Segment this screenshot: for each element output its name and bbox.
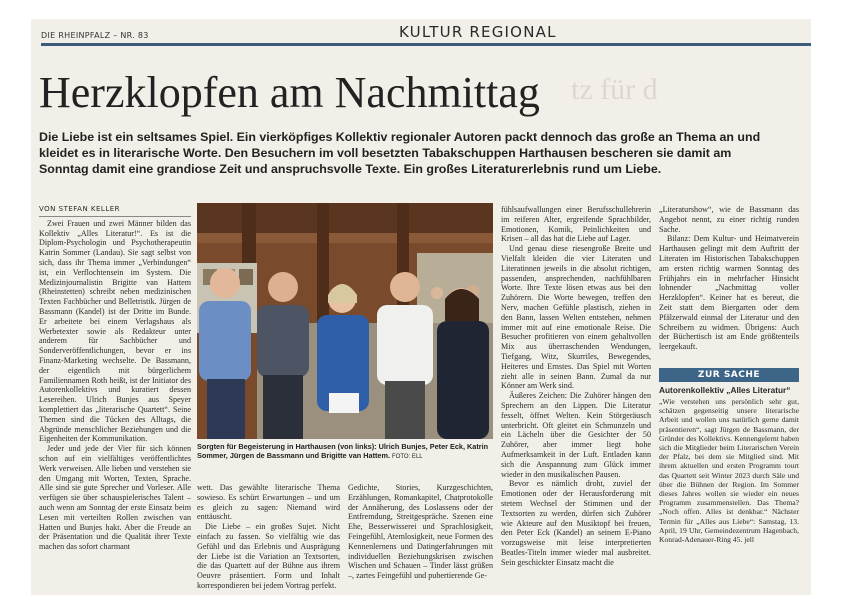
- info-box-title: Autorenkollektiv „Alles Literatur“: [659, 385, 791, 395]
- article-column-3: [348, 483, 493, 593]
- byline: VON STEFAN KELLER: [39, 205, 191, 217]
- show-through-text: tz für d: [571, 73, 658, 106]
- article-column-5: [659, 205, 799, 363]
- paragraph: Äußeres Zeichen: Die Zuhörer hängen den Sprechern an den Lippen. Die Literatur fesselt, öffnet Welten. Kein Störgeräusch unterbricht. Oft gleitet ein Schmunzeln und ein Lächeln über die Gesichter der 50 Zuhörer, aber immer liegt hohe Aufmerksamkeit in der Luft. Entladen kann sich die Anspannung zum Glück immer wieder in den musikalischen Pausen.: [501, 391, 651, 479]
- info-box-header: ZUR SACHE: [659, 368, 799, 382]
- paragraph: wett. Das gewählte literarische Thema sowieso. Es schürt Erwartungen – und um es gleich zu sagen: Niemand wird enttäuscht.: [197, 483, 340, 522]
- article-photo: [197, 203, 493, 439]
- section-title: KULTUR REGIONAL: [399, 23, 557, 41]
- paragraph: fühlsaufwallungen einer Berufsschullehrerin im reiferen Alter, ergreifende Sprachbilder, Emotionen, Komik, Peinlichkeiten und Krisen – all das hat die Liebe auf Lager.: [501, 205, 651, 244]
- group-photo: [197, 203, 493, 439]
- paragraph: Gedichte, Stories, Kurzgeschichten, Erzählungen, Romankapitel, Chatprotokolle der Annäherung, des Loslassens oder der Entfremdung, Streitgespräche. Szenen eine Ehe, Besserwisserei und Sprachlosigkeit, Feingefühl, Atemlosigkeit, neue Formen des Kennenlernens und Datingerfahrungen mit individuellen Beziehungskrisen zwischen Wischen und Schauen – Tinder lässt grüßen –, zartes Feingefühl und pubertierende Ge-: [348, 483, 493, 581]
- newspaper-page: [31, 19, 811, 595]
- photo-credit: FOTO: ELL: [392, 454, 423, 460]
- intro-paragraph: Die Liebe ist ein seltsames Spiel. Ein vierköpfiges Kollektiv regionaler Autoren packt dennoch das große an Thema an und kleidet es in literarische Worte. Den Besuchern im voll besetzten Tabakschuppen Harthausen bescheren sie damit am Sonntag damit eine grandiose Zeit und anspruchsvolle Texte. Ein großes Literaturerlebnis rund um Liebe.: [39, 130, 761, 176]
- paragraph: Und genau diese riesengroße Breite und Vielfalt kleiden die vier Literaten und Literatinnen jeweils in die absolut richtigen, passenden, ansprechenden, nachfühlbaren Worte. Ihre Texte lösen etwas aus bei den Zuhörern. Die Worte bewegen, treffen den Nerv, machen Gefühle plastisch, ziehen in den Bann, lassen Welten entstehen, nehmen immer mit auf eine emotionale Reise. Die Besucher profitieren von einem gehaltvollen Mix aus überraschenden Wendungen, Tiefgang, Witz, Skurriles, Bewegendes, Heiteres und Ernstes. Das Spiel mit Worten zieht alle in seinen Bann. Zumal da nur Könner am Werk sind.: [501, 244, 651, 391]
- article-column-4: [501, 205, 651, 593]
- info-box-text: „Wie verstehen uns persönlich sehr gut, schätzen gegenseitig unsere literarische Arbeit und wollen uns natürlich gerne damit präsentieren“, sagt Jürgen de Bassmann, der Gründer des Kollektivs. Kennengelernt haben sich die Mitglieder beim Literarischen Verein der Pfalz, bei dem sie Mitglied sind. Mit ihrem aktuellen und ersten Programm tourt das Quartett seit Winter 2023 durch Säle und über die Bühnen der Region. Im Sommer dieses Jahres wollen sie wieder ein neues Programm zusammenstellen. Das Thema? „Noch offen. Alles ist denkbar.“ Nächster Termin für „Alles aus Liebe“: Samstag, 13. April, 19 Uhr, Gemeindezentrum Hagenbach, Konrad-Adenauer-Ring 45. jell: [659, 397, 799, 545]
- article-column-2: [197, 483, 340, 593]
- paragraph: Zwei Frauen und zwei Männer bilden das Kollektiv „Alles Literatur!“. Es ist die Diplom-Psychologin und Psychotherapeutin Katrin Sommer (Landau). Sie sagt selbst von sich, dass ihr Thema immer „Verbindungen“ ist, ein Verflochtensein im System. Die Medizinjournalistin Brigitte van Hattem (Rheinstetten) schreibt neben medizinischen Texten Fachbücher und Belletristik. Jürgen de Bassmann (Kandel) ist der Dritte im Bunde. Er arbeitete bei einem Verlagshaus als Werbetexter sowie als Redakteur unter anderem für Sachbücher und Sonderveröffentlichungen, bevor er ins Finanz-Marketing wechselte. De Bassmann, der eigentlich mit bürgerlichem Familiennamen Roth heißt, ist der Initiator des Autorenkollektivs und kuratiert dessen Lesereihen. Ulrich Bunjes aus Speyer komplettiert das „literarische Quartett“. Seine Themen sind die Tücken des Alltags, die Abgründe menschlicher Beziehungen und die Eigenheiten der Kommunikation.: [39, 218, 191, 444]
- paragraph: Jeder und jede der Vier für sich können schon auf ein vielfältiges veröffentlichtes Werk verweisen. Alle lieben und verstehen sie den Umgang mit Worten, Texten, Sprache. Alle sind sie gute Sprecher und Vorleser. Alle verfügen sie über schauspielerisches Talent – auch wenn am Sonntag der erste Einsatz beim Lesen mit verteilten Rollen zwischen van Hatten und Bunjes hakt. Aber die Freude an der Präsentation und die Qualität ihrer Texte machen das sofort charmant: [39, 444, 191, 552]
- headline: Herzklopfen am Nachmittag: [39, 68, 540, 117]
- caption-text: Sorgten für Begeisterung in Harthausen (von links): Ulrich Bunjes, Peter Eck, Katrin Sommer, Jürgen de Bassmann und Brigitte van Hattem.: [197, 442, 489, 460]
- paragraph: „Literaturshow“, wie de Bassmann das Angebot nennt, zu einer richtig runden Sache.: [659, 205, 799, 234]
- photo-caption: [197, 442, 493, 462]
- paragraph: Bevor es nämlich droht, zuviel der Emotionen oder der Herausforderung mit stetem Wechsel der Stimmen und der Textsorten zu werden, dürfen sich Zuhörer wie Akteure auf den Musiktopf bei freuen, den Peter Eck (Kandel) an seinem E-Piano vorzugsweise mit leise interpretierten Beatles-Titeln immer wieder mal ausbreitet. Sein geschickter Einsatz macht die: [501, 479, 651, 567]
- info-box: [659, 385, 799, 590]
- paper-issue-label: DIE RHEINPFALZ – NR. 83: [41, 31, 149, 40]
- paragraph: Die Liebe – ein großes Sujet. Nicht einfach zu fassen. So vielfältig wie das Gefühl und das Erlebnis und Ausprägung der Liebe ist die Variation an Textsorten, die das Quartett auf der Bühne aus ihrem Oeuvre präsentiert. Form und Inhalt korrespondieren bei jedem Vortrag perfekt.: [197, 522, 340, 590]
- header-rule: [41, 43, 811, 46]
- paragraph: Bilanz: Dem Kultur- und Heimatverein Harthausen gelingt mit dem Auftritt der Literaten im Historischen Tabakschuppen am ersten richtig warmen Sonntag des Frühjahrs ein in mehrfacher Hinsicht lohnender „Nachmittag voller Herzklopfen“. Keiner hat es bereut, die Zeit statt dem Biergarten oder dem Pfälzerwald einmal der Literatur und den Schreibern zu widmen. Übrigens: Auch der Büchertisch ist am Ende größtenteils leergekauft.: [659, 234, 799, 352]
- article-column-1: [39, 205, 191, 593]
